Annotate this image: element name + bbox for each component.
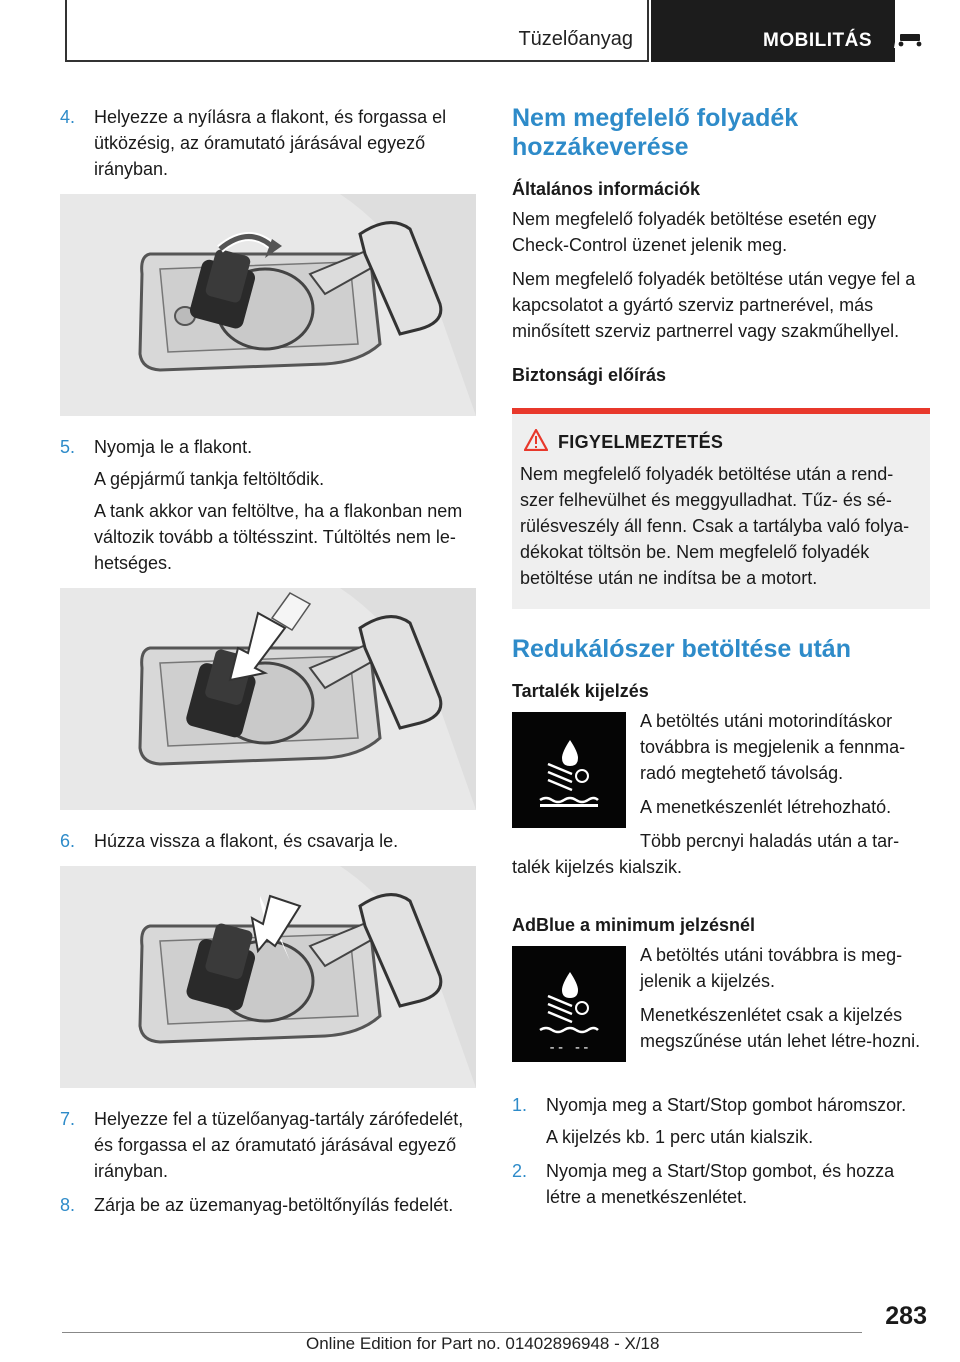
heading-wrong-fluid: Nem megfelelő folyadék hozzákeverése [512,104,799,161]
illustration-bottle-press [60,588,476,810]
footer-divider [62,1332,862,1333]
step-text: Nyomja meg a Start/Stop gombot háromszor. [546,1095,907,1115]
heading-safety: Biztonsági előírás [512,365,667,385]
heading-minimum: AdBlue a minimum jelzésnél [512,915,756,935]
step-text: Zárja be az üzemanyag-betöltőnyílás fedelét. [94,1195,454,1215]
page-number: 283 [885,1302,927,1330]
warning-title: FIGYELMEZTETÉS [558,432,724,452]
step-2 [512,1158,930,1210]
chapter-label: MOBILITÁS [763,30,872,51]
step-number: 7. [60,1109,76,1129]
car-icon [891,28,929,54]
illustration-bottle-remove [60,866,476,1088]
header-title-box [65,0,649,62]
step-8 [60,1192,478,1218]
warning-title-row [558,432,922,453]
paragraph: Nem megfelelő folyadék betöltése esetén egy Check-Control üzenet jelenik meg. [512,209,877,255]
paragraph: Több percnyi haladás után a tar-talék kijelzés kialszik. [512,831,900,877]
left-column [60,104,478,1226]
step-text: Húzza vissza a flakont, és csavarja le. [94,831,399,851]
paragraph: A betöltés utáni továbbra is meg-jelenik a kijelzés. [640,945,903,991]
reserve-display-block [512,708,930,888]
adblue-reserve-display-icon [512,712,626,828]
page-header [0,0,960,66]
chapter-tab [651,0,895,62]
paragraph: Menetkészenlétet csak a kijelzés megszűnése után lehet létre-hozni. [640,1005,921,1051]
step-detail: A tank akkor van feltöltve, ha a flakonban nem változik tovább a töltésszint. Túltöltés nem le-hetséges. [94,501,463,573]
step-detail: A gépjármű tankja feltöltődik. [94,469,325,489]
step-text: Nyomja le a flakont. [94,437,253,457]
warning-box [512,408,930,609]
right-column [512,104,930,1218]
step-number: 2. [512,1161,528,1181]
heading-general-info: Általános információk [512,179,701,199]
illustration-bottle-insert [60,194,476,416]
step-number: 6. [60,831,76,851]
step-text: Helyezze a nyílásra a flakont, és forgassa el ütközésig, az óramutató járásával egyező irányban. [94,107,447,179]
paragraph: Nem megfelelő folyadék betöltése után vegye fel a kapcsolatot a gyártó szerviz partnerével, más minősített szerviz partnerrel vagy szakműhellyel. [512,269,916,341]
step-7 [60,1106,478,1184]
step-number: 5. [60,437,76,457]
display-value: -- -- [547,1040,591,1056]
step-6 [60,828,478,854]
step-detail: A kijelzés kb. 1 perc után kialszik. [546,1127,814,1147]
step-number: 8. [60,1195,76,1215]
paragraph: A betöltés utáni motorindításkor továbbra is megjelenik a fennma-radó megtehető távolság. [640,711,906,783]
step-text: Nyomja meg a Start/Stop gombot, és hozza létre a menetkészenlétet. [546,1161,895,1207]
step-number: 4. [60,107,76,127]
heading-after-refill: Redukálószer betöltése után [512,635,851,663]
step-text: Helyezze fel a tüzelőanyag-tartály zárófedelét, és forgassa el az óramutató járásával egyező irányban. [94,1109,464,1181]
edition-note: Online Edition for Part no. 01402896948 - X/18 [306,1334,660,1353]
minimum-display-block [512,942,930,1068]
adblue-minimum-display-icon [512,946,626,1062]
step-5 [60,434,478,576]
warning-text: Nem megfelelő folyadék betöltése után a rend-szer felhevülhet és meggyulladhat. Tűz- és sé-rülésveszély áll fenn. Csak a tartályba való folya-dékokat töltsön be. Nem megfelelő folyadék betöltése után ne indítsa be a motort. [520,464,910,588]
paragraph: A menetkészenlét létrehozható. [640,797,892,817]
warning-triangle-icon [524,429,548,451]
step-number: 1. [512,1095,528,1115]
heading-reserve: Tartalék kijelzés [512,681,649,701]
step-1 [512,1092,930,1150]
section-title: Tüzelőanyag [518,28,633,50]
step-4 [60,104,478,182]
